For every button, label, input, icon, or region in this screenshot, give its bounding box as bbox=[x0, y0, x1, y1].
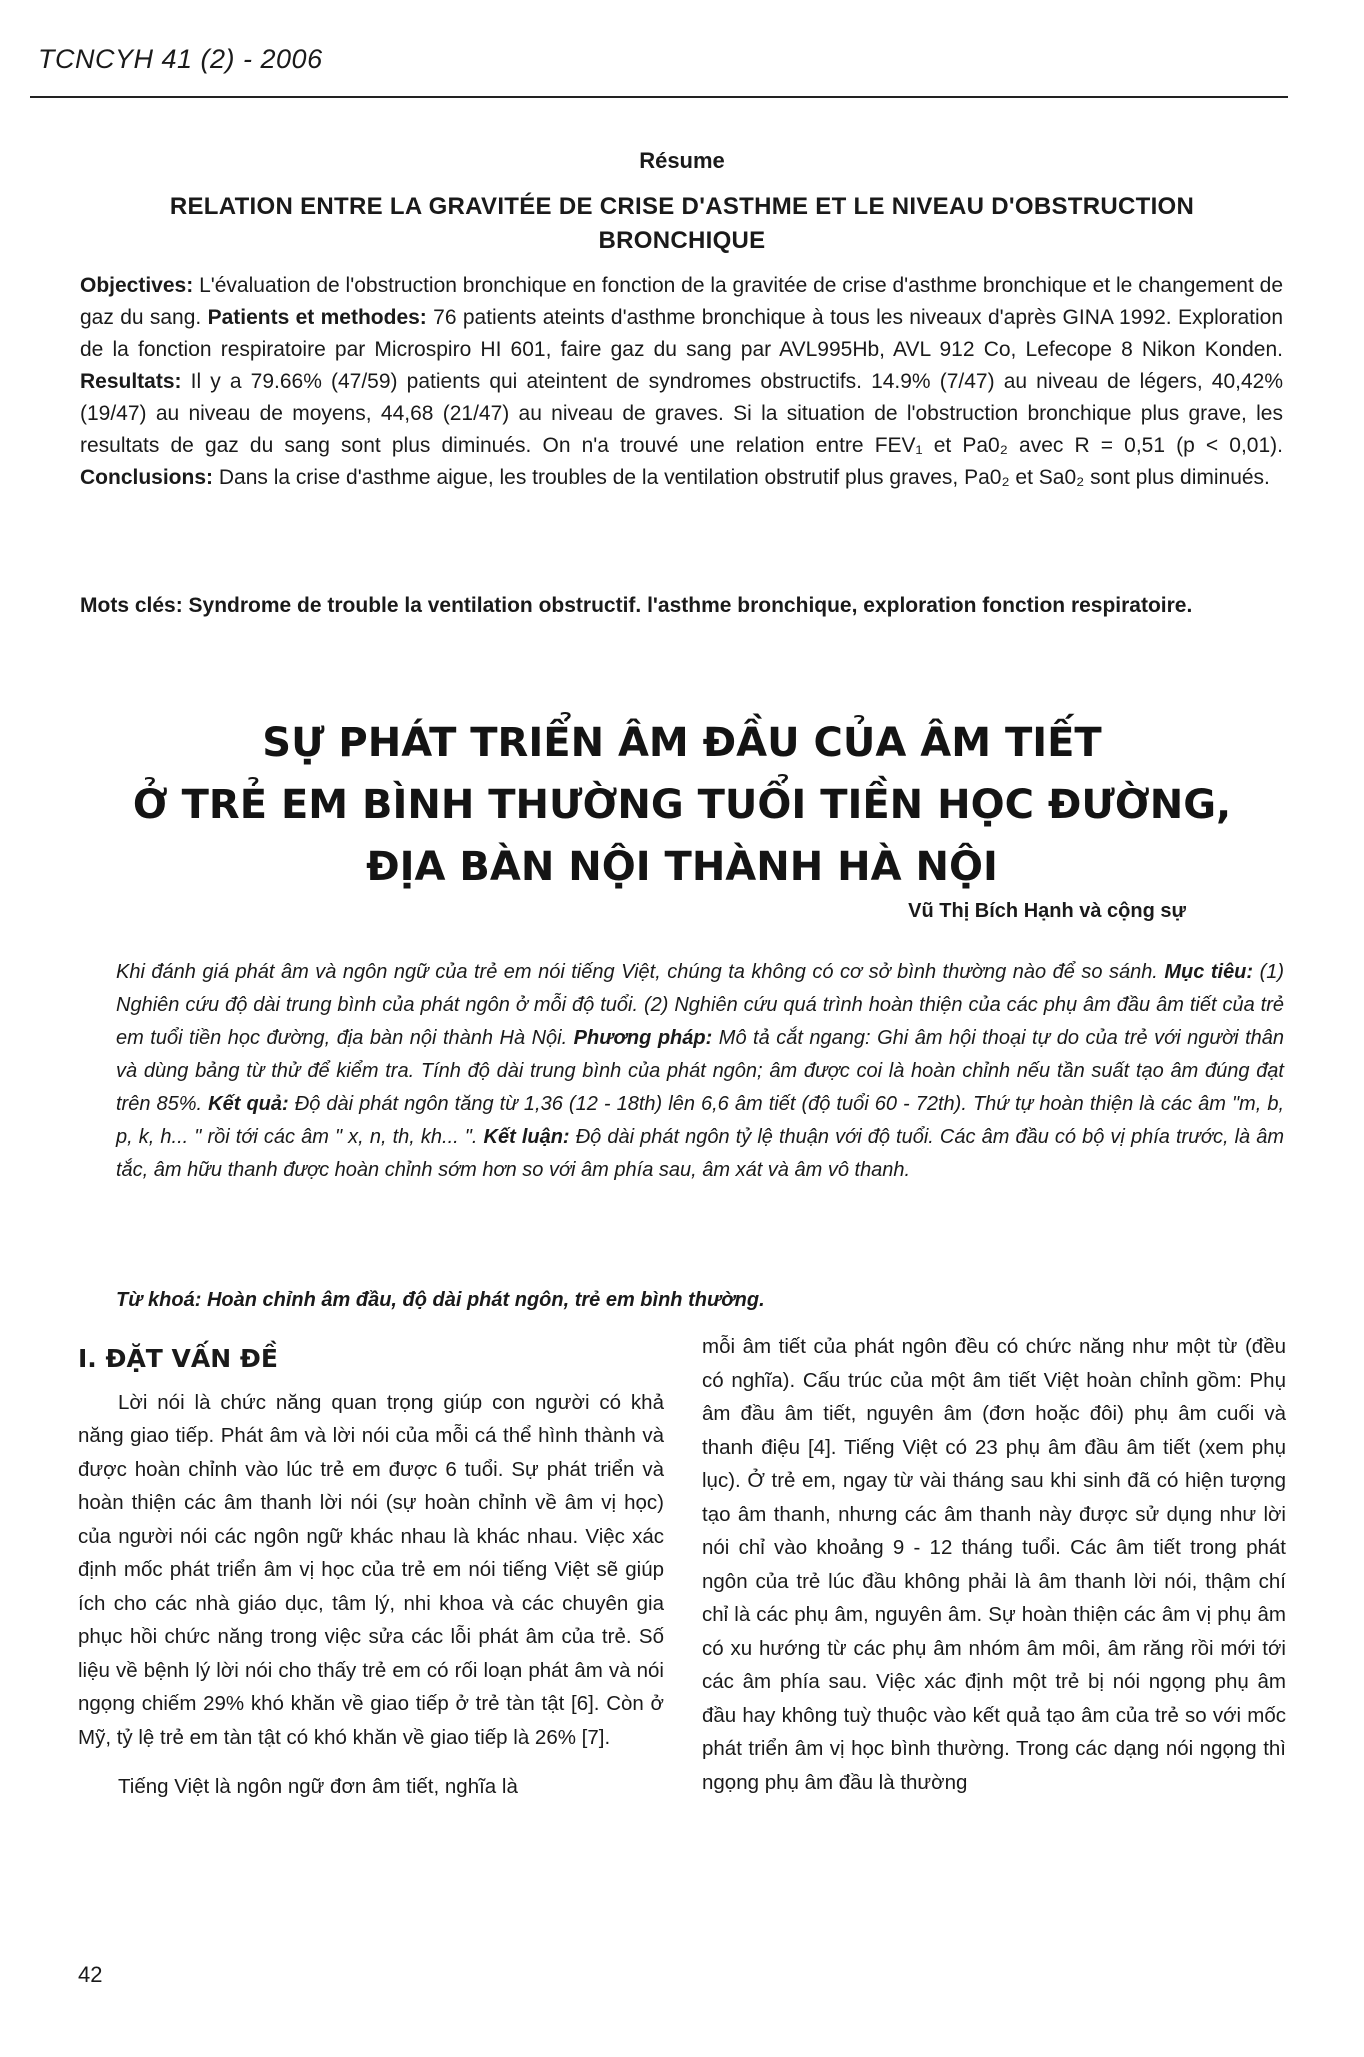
page-number: 42 bbox=[78, 1962, 103, 1987]
conclusion-label: Kết luận: bbox=[483, 1126, 570, 1148]
results-label: Resultats: bbox=[80, 370, 182, 393]
header-rule bbox=[30, 96, 1288, 98]
left-column bbox=[78, 1330, 664, 1804]
left-paragraph-2: Tiếng Việt là ngôn ngữ đơn âm tiết, nghĩa là bbox=[118, 1775, 518, 1798]
abstract-intro: Khi đánh giá phát âm và ngôn ngữ của trẻ em nói tiếng Việt, chúng ta không có cơ sở bình thường nào để so sánh. bbox=[116, 961, 1165, 983]
conclusions-label: Conclusions: bbox=[80, 466, 214, 489]
method-text: Mô tả cắt ngang: Ghi âm hội thoại tự do của trẻ với người thân và dùng bảng từ thử để kiểm tra. Tính độ dài trung bình của phát ngôn; âm được coi là hoàn chỉnh nếu tần suất tạo âm đúng đạt trên 85%. bbox=[116, 1027, 1285, 1115]
method-label: Phương pháp: bbox=[573, 1027, 713, 1049]
french-abstract bbox=[80, 270, 1283, 494]
journal-reference: TCNCYH 41 (2) - 2006 bbox=[38, 44, 323, 74]
right-paragraph-1: mỗi âm tiết của phát ngôn đều có chức năng như một từ (đều có nghĩa). Cấu trúc của một âm tiết Việt hoàn chỉnh gồm: Phụ âm đầu âm tiết, nguyên âm (đơn hoặc đôi) phụ âm cuối và thanh điệu [4]. Tiếng Việt có 23 phụ âm đầu âm tiết (xem phụ lục). Ở trẻ em, ngay từ vài tháng sau khi sinh đã có hiện tượng tạo âm thanh, nhưng các âm thanh này được sử dụng như lời nói chỉ vào khoảng 9 - 12 tháng tuổi. Các âm tiết trong phát ngôn của trẻ lúc đầu không phải là âm thanh lời nói, thậm chí chỉ là các phụ âm, nguyên âm. Sự hoàn thiện các âm vị phụ âm có xu hướng từ các phụ âm nhóm âm môi, âm răng rồi mới tới các âm phía sau. Việc xác định một trẻ bị nói ngọng phụ âm đầu hay không tuỳ thuộc vào kết quả tạo âm của trẻ so với mốc phát triển âm vị học bình thường. Trong các dạng nói ngọng thì ngọng phụ âm đầu là thường bbox=[702, 1335, 1286, 1794]
methods-text: 76 patients ateints d'asthme bronchique à tous les niveaux d'après GINA 1992. Exploration de la fonction respiratoire par Microspiro HI 601, faire gaz du sang par AVL995Hb, AVL 912 Co, Lefecope 8 Nikon Konden. bbox=[80, 306, 1284, 361]
resume-label: Résume bbox=[639, 148, 725, 173]
article-title-line-3: ĐỊA BÀN NỘI THÀNH HÀ NỘI bbox=[366, 844, 998, 890]
section-heading: I. ĐẶT VẤN ĐỀ bbox=[78, 1344, 278, 1373]
french-keywords: Mots clés: Syndrome de trouble la ventilation obstructif. l'asthme bronchique, exploration fonction respiratoire. bbox=[80, 594, 1193, 617]
conclusion-text: Độ dài phát ngôn tỷ lệ thuận với độ tuổi. Các âm đầu có bộ vị phía trước, là âm tắc, âm hữu thanh được hoàn chỉnh sớm hơn so với âm phía sau, âm xát và âm vô thanh. bbox=[116, 1126, 1285, 1181]
methods-label: Patients et methodes: bbox=[207, 306, 427, 329]
article-title-line-1: SỰ PHÁT TRIỂN ÂM ĐẦU CỦA ÂM TIẾT bbox=[262, 720, 1102, 766]
aim-text: (1) Nghiên cứu độ dài trung bình của phát ngôn ở mỗi độ tuổi. (2) Nghiên cứu quá trình hoàn thiện của các phụ âm đầu âm tiết của trẻ em tuổi tiền học đường, địa bàn nội thành Hà Nội. bbox=[116, 961, 1285, 1049]
objectives-label: Objectives: bbox=[80, 274, 194, 297]
article-title bbox=[100, 712, 1264, 898]
french-title: RELATION ENTRE LA GRAVITÉE DE CRISE D'ASTHME ET LE NIVEAU D'OBSTRUCTION BRONCHIQUE bbox=[169, 193, 1195, 254]
aim-label: Mục tiêu: bbox=[1164, 961, 1254, 983]
right-column bbox=[702, 1330, 1286, 1799]
left-paragraph-1: Lời nói là chức năng quan trọng giúp con người có khả năng giao tiếp. Phát âm và lời nói của mỗi cá thể hình thành và được hoàn chỉnh vào lúc trẻ em được 6 tuổi. Sự phát triển và hoàn thiện các âm thanh lời nói (sự hoàn chỉnh về âm vị học) của người nói các ngôn ngữ khác nhau là khác nhau. Việc xác định mốc phát triển âm vị học của trẻ em nói tiếng Việt sẽ giúp ích cho các nhà giáo dục, tâm lý, nhi khoa và các chuyên gia phục hồi chức năng trong việc sửa các lỗi phát âm của trẻ. Số liệu về bệnh lý lời nói cho thấy trẻ em có rối loạn phát âm và nói ngọng chiếm 29% khó khăn về giao tiếp ở trẻ tàn tật [6]. Còn ở Mỹ, tỷ lệ trẻ em tàn tật có khó khăn về giao tiếp là 26% [7]. bbox=[78, 1390, 664, 1749]
vietnamese-keywords: Từ khoá: Hoàn chỉnh âm đầu, độ dài phát ngôn, trẻ em bình thường. bbox=[116, 1289, 765, 1311]
article-title-line-2: Ở TRẺ EM BÌNH THƯỜNG TUỔI TIỀN HỌC ĐƯỜNG, bbox=[132, 782, 1232, 828]
objectives-text: L'évaluation de l'obstruction bronchique en fonction de la gravitée de crise d'asthme bronchique et le changement de gaz du sang. bbox=[80, 274, 1283, 329]
results-text: Il y a 79.66% (47/59) patients qui ateintent de syndromes obstructifs. 14.9% (7/47) au niveau de légers, 40,42%(19/47) au niveau de moyens, 44,68 (21/47) au niveau de graves. Si la situation de l'obstruction bronchique plus grave, les resultats de gaz du sang sont plus diminués. On n'a trouvé une relation entre FEV₁ et Pa0₂ avec R = 0,51 (p < 0,01). bbox=[80, 370, 1283, 457]
vietnamese-abstract bbox=[116, 956, 1284, 1187]
result-label: Kết quả: bbox=[208, 1093, 289, 1115]
result-text: Độ dài phát ngôn tăng từ 1,36 (12 - 18th) lên 6,6 âm tiết (độ tuổi 60 - 72th). Thứ tự hoàn thiện là các âm "m, b, p, k, h... " rồi tới các âm " x, n, th, kh... ". bbox=[116, 1093, 1285, 1148]
authors: Vũ Thị Bích Hạnh và cộng sự bbox=[908, 900, 1186, 922]
conclusions-text: Dans la crise d'asthme aigue, les troubles de la ventilation obstrutif plus graves, Pa0₂ et Sa0₂ sont plus diminués. bbox=[213, 466, 1270, 489]
